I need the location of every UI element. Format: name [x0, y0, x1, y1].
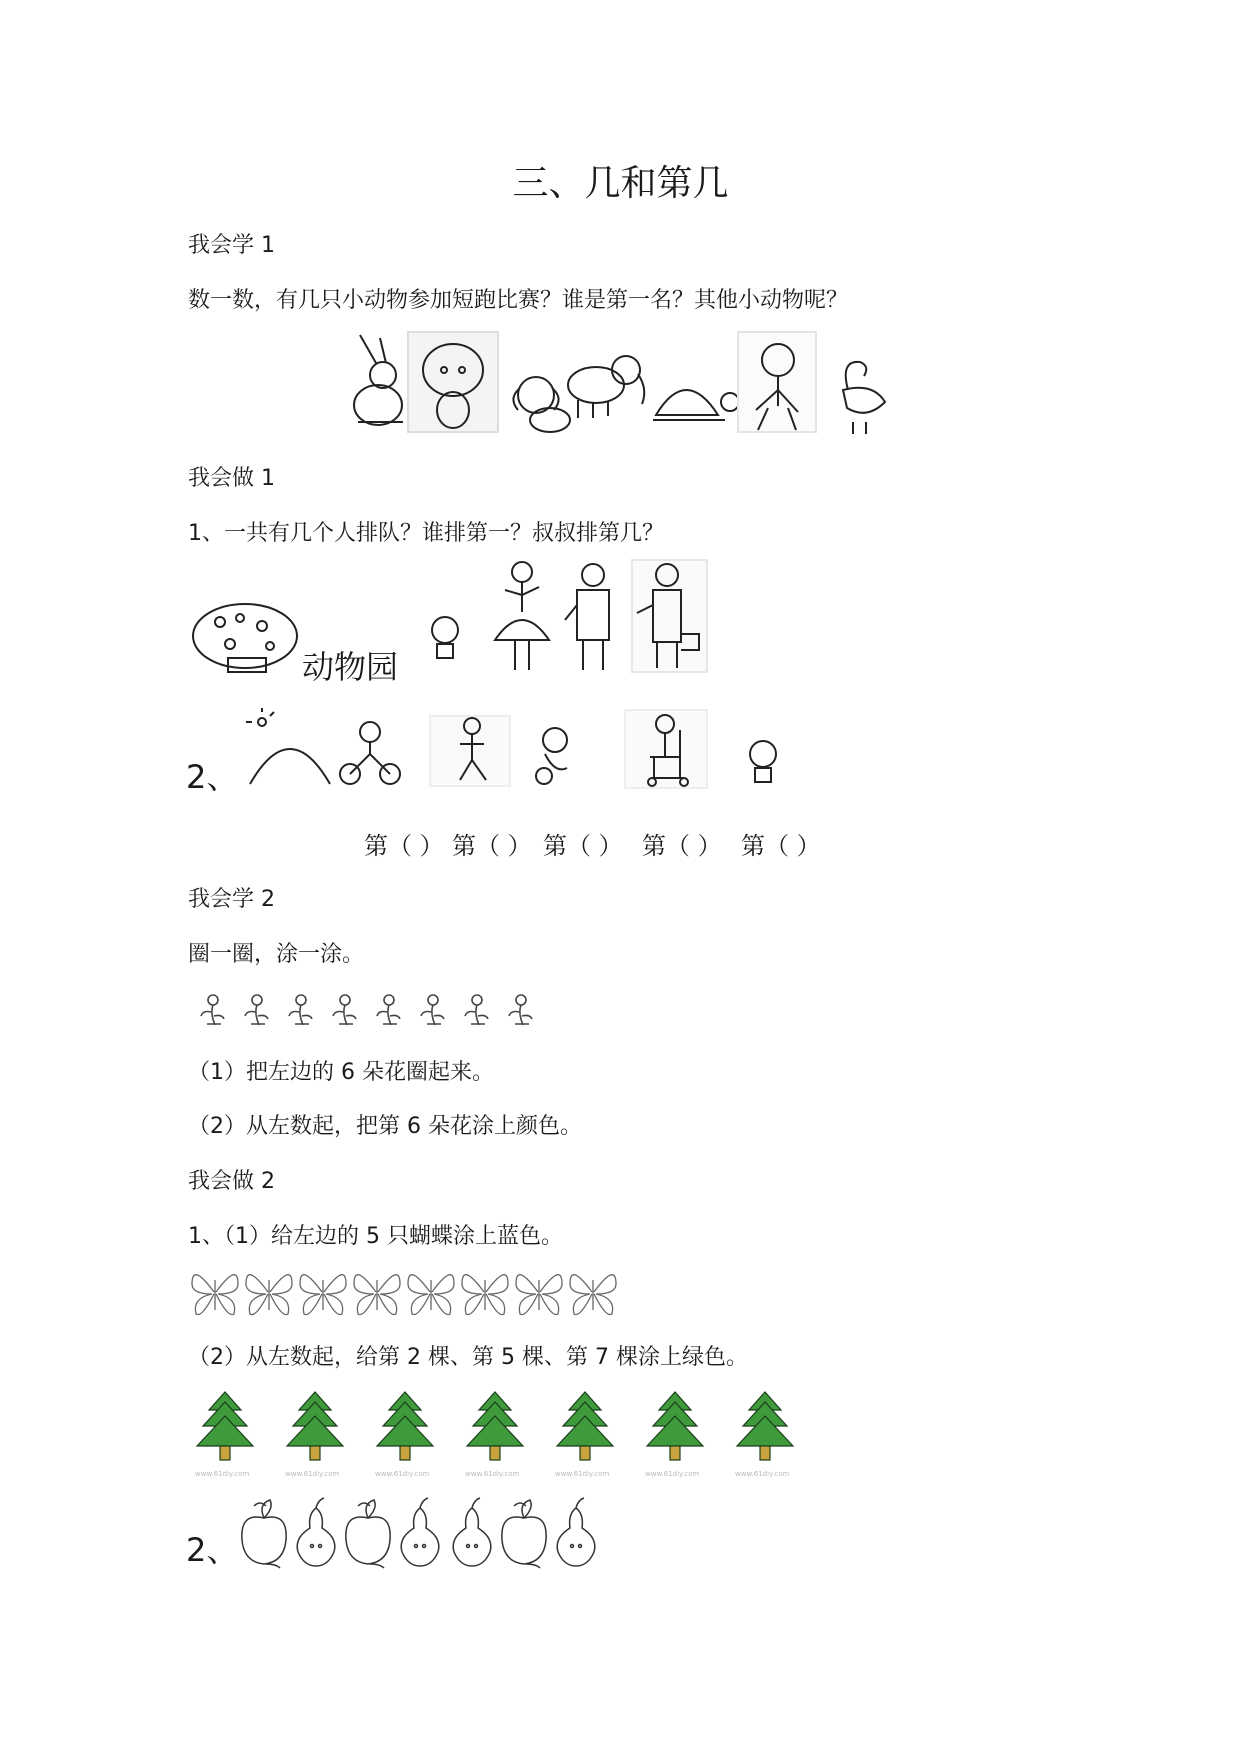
flower-icon[interactable]	[201, 995, 224, 1025]
learn2-instruction: 圈一圈，涂一涂。	[188, 942, 365, 967]
tree-icon[interactable]	[375, 1392, 433, 1478]
cyclist-icon	[340, 722, 400, 784]
butterfly-icon[interactable]	[516, 1275, 562, 1315]
learn2-task2: （2）从左数起，把第 6 朵花涂上颜色。	[188, 1114, 582, 1139]
tree-icon[interactable]	[555, 1392, 613, 1478]
race-scene-illustration	[240, 710, 800, 790]
zoo-sign-icon	[190, 600, 300, 678]
sheep-icon	[408, 332, 498, 432]
learn1-question: 数一数，有几只小动物参加短跑比赛？谁是第一名？其他小动物呢？	[188, 288, 849, 313]
do1-question2-number: 2、	[186, 758, 239, 796]
peach-icon[interactable]	[346, 1500, 390, 1568]
section-heading-do1: 我会做 1	[188, 466, 275, 491]
queue-people-illustration	[425, 560, 715, 675]
butterfly-icon[interactable]	[462, 1275, 508, 1315]
flower-icon[interactable]	[421, 995, 444, 1025]
tree-icon[interactable]	[285, 1392, 343, 1478]
ordinal-blank-4[interactable]: 第（ ）	[642, 832, 722, 860]
flower-icon[interactable]	[509, 995, 532, 1025]
monkey-icon	[738, 332, 816, 432]
tree-watermark: www.61diy.com	[285, 1470, 340, 1478]
pear-icon[interactable]	[557, 1498, 595, 1566]
flower-icon[interactable]	[333, 995, 356, 1025]
do1-question1: 1、一共有几个人排队？谁排第一？叔叔排第几？	[188, 521, 664, 546]
child-icon	[432, 617, 458, 658]
swan-icon	[843, 362, 885, 434]
tree-row	[195, 1390, 845, 1480]
ordinal-blank-3[interactable]: 第（ ）	[543, 832, 623, 860]
pear-icon[interactable]	[453, 1498, 491, 1566]
tree-watermark: www.61diy.com	[375, 1470, 430, 1478]
ballerina-icon	[495, 562, 549, 670]
fruit-row	[240, 1498, 640, 1568]
butterfly-row	[190, 1268, 640, 1318]
do2-question1a: 1、（1）给左边的 5 只蝴蝶涂上蓝色。	[188, 1224, 563, 1249]
turtle-icon	[653, 390, 739, 420]
butterfly-icon[interactable]	[570, 1275, 616, 1315]
tree-icon[interactable]	[195, 1392, 253, 1478]
tree-watermark: www.61diy.com	[465, 1470, 520, 1478]
zoo-label: 动物园	[302, 648, 399, 686]
section-heading-learn2: 我会学 2	[188, 887, 275, 912]
flower-icon[interactable]	[377, 995, 400, 1025]
elephant-icon	[568, 356, 644, 418]
tree-icon[interactable]	[465, 1392, 523, 1478]
section-heading-do2: 我会做 2	[188, 1169, 275, 1194]
mountain-icon	[246, 708, 330, 784]
ordinal-blank-2[interactable]: 第（ ）	[452, 832, 532, 860]
tree-watermark: www.61diy.com	[195, 1470, 250, 1478]
ordinal-blank-1[interactable]: 第（ ）	[364, 832, 444, 860]
peach-icon[interactable]	[242, 1500, 286, 1568]
section-heading-learn1: 我会学 1	[188, 233, 275, 258]
butterfly-icon[interactable]	[300, 1275, 346, 1315]
pear-icon[interactable]	[401, 1498, 439, 1566]
do2-question2-number: 2、	[186, 1531, 239, 1569]
flower-icon[interactable]	[289, 995, 312, 1025]
page-title: 三、几和第几	[512, 163, 729, 204]
scooter-girl-icon	[625, 710, 707, 788]
tree-icon[interactable]	[645, 1392, 703, 1478]
tree-watermark: www.61diy.com	[555, 1470, 610, 1478]
learn2-task1: （1）把左边的 6 朵花圈起来。	[188, 1060, 494, 1085]
flower-icon[interactable]	[245, 995, 268, 1025]
butterfly-icon[interactable]	[408, 1275, 454, 1315]
tree-watermark: www.61diy.com	[735, 1470, 790, 1478]
butterfly-icon[interactable]	[192, 1275, 238, 1315]
puppy-icon	[513, 377, 570, 432]
flower-row	[195, 990, 555, 1026]
animal-race-illustration	[338, 330, 898, 440]
small-boy-icon	[750, 741, 776, 782]
tree-icon[interactable]	[735, 1392, 793, 1478]
ordinal-blank-5[interactable]: 第（ ）	[741, 832, 821, 860]
butterfly-icon[interactable]	[246, 1275, 292, 1315]
tree-watermark: www.61diy.com	[645, 1470, 700, 1478]
flower-icon[interactable]	[465, 995, 488, 1025]
butterfly-icon[interactable]	[354, 1275, 400, 1315]
uncle-icon	[632, 560, 707, 672]
do2-question1b: （2）从左数起，给第 2 棵、第 5 棵、第 7 棵涂上绿色。	[188, 1345, 748, 1370]
peach-icon[interactable]	[502, 1500, 546, 1568]
rabbit-icon	[354, 335, 403, 425]
doctor-icon	[565, 564, 609, 670]
soccer-kid-icon	[536, 728, 567, 784]
skater-icon	[430, 716, 510, 786]
pear-icon[interactable]	[297, 1498, 335, 1566]
